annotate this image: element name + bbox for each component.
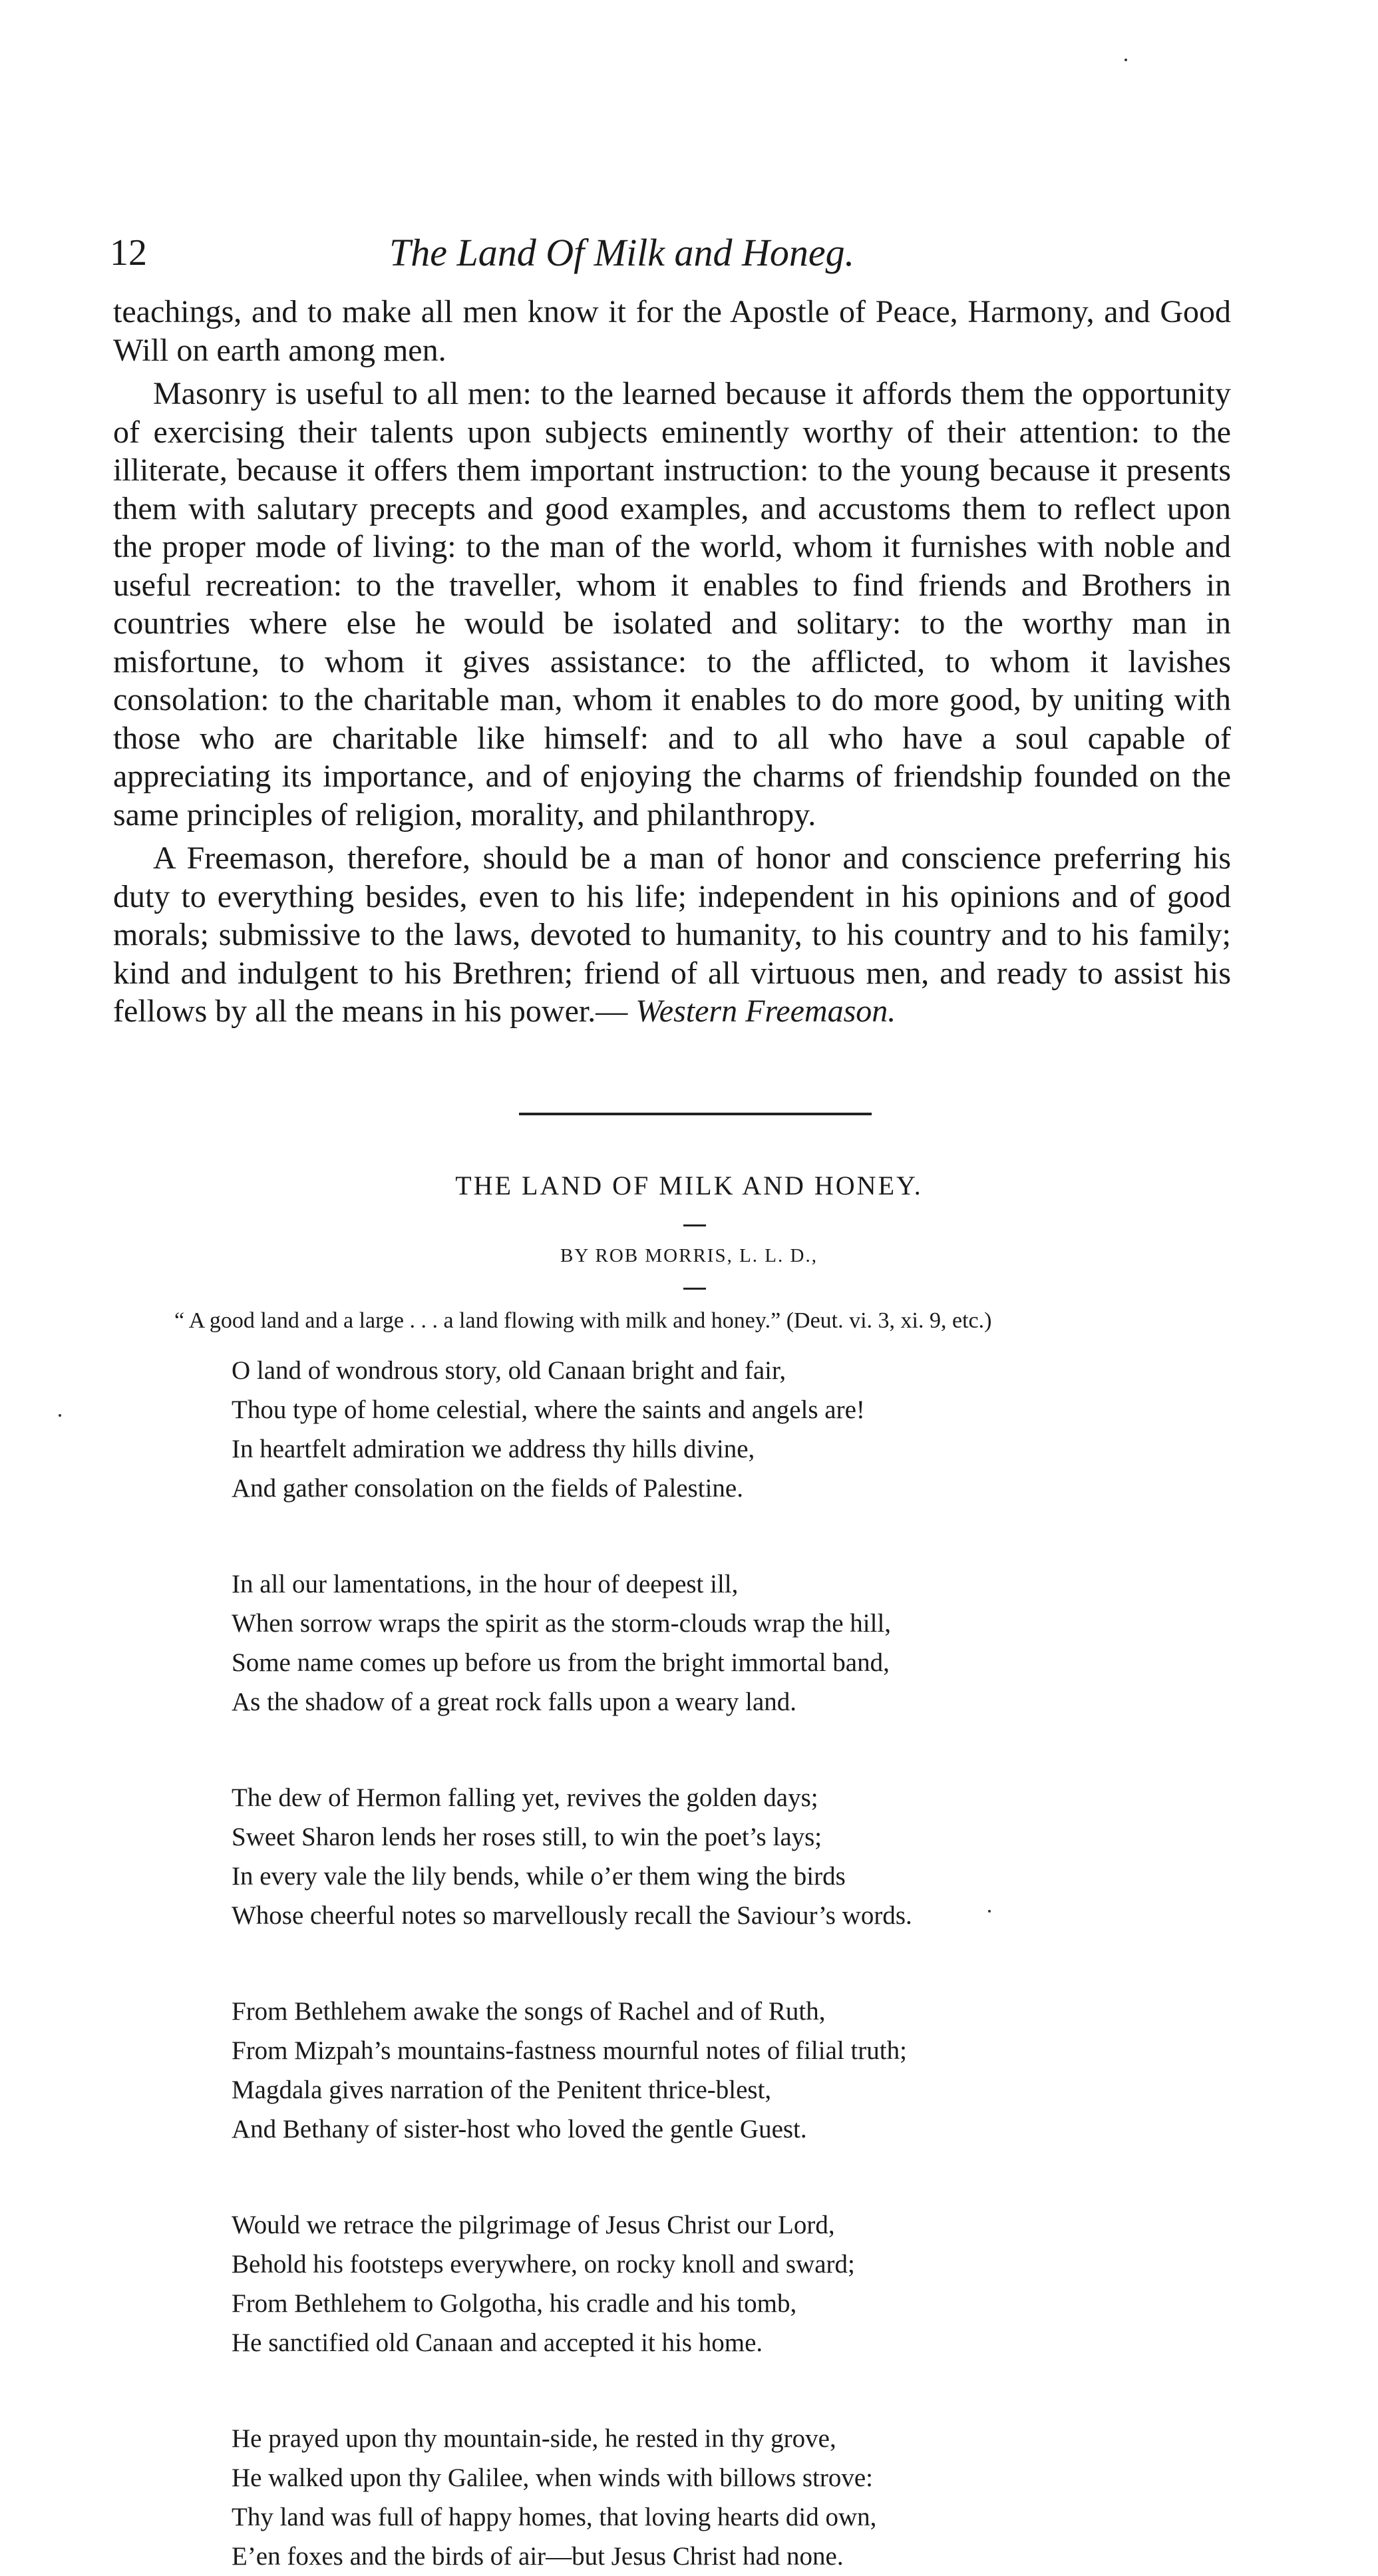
poem-line: He sanctified old Canaan and accepted it his home. <box>232 2328 763 2357</box>
poem-line: He prayed upon thy mountain-side, he rested in thy grove, <box>232 2424 836 2453</box>
poem-line: And gather consolation on the fields of Palestine. <box>232 1474 743 1503</box>
poem-epigraph: “ A good land and a large . . . a land flowing with milk and honey.” (Deut. vi. 3, xi. 9, etc.) <box>174 1308 992 1333</box>
stanza <box>232 1351 1230 1508</box>
stanza-gap <box>232 2362 1230 2419</box>
poem-line: As the shadow of a great rock falls upon a weary land. <box>232 1688 797 1716</box>
stanza <box>232 2419 1230 2576</box>
poem-line: In every vale the lily bends, while o’er them wing the birds <box>232 1862 846 1891</box>
poem-line: The dew of Hermon falling yet, revives the golden days; <box>232 1783 818 1812</box>
poem-line: Would we retrace the pilgrimage of Jesus Christ our Lord, <box>232 2211 835 2239</box>
source-attribution: Western Freemason. <box>635 994 896 1029</box>
poem-line: E’en foxes and the birds of air—but Jesus Christ had none. <box>232 2542 844 2571</box>
poem-line: Thou type of home celestial, where the saints and angels are! <box>232 1395 865 1424</box>
paper-speck <box>59 1414 61 1417</box>
title-rule <box>683 1224 706 1226</box>
stanza <box>232 1778 1230 1935</box>
poem-line: Some name comes up before us from the bright immortal band, <box>232 1648 890 1677</box>
section-divider <box>519 1113 872 1115</box>
stanza <box>232 1992 1230 2149</box>
stanza <box>232 1564 1230 1722</box>
paragraph-continuation: teachings, and to make all men know it for the Apostle of Peace, Harmony, and Good Will on earth among men. <box>113 294 1231 368</box>
poem-title: THE LAND OF MILK AND HONEY. <box>455 1171 923 1200</box>
poem-line: And Bethany of sister-host who loved the gentle Guest. <box>232 2115 807 2143</box>
poem-line: From Bethlehem awake the songs of Rachel and of Ruth, <box>232 1997 826 2026</box>
paper-speck <box>988 1910 991 1913</box>
paragraph-masonry-useful: Masonry is useful to all men: to the learned because it affords them the opportunity of exercising their talents upon subjects eminently worthy of their attention: to the illiterate, because it offers them important instruction: to the young because it presents them with salutary precepts and good examples, and accustoms them to reflect upon the proper mode of living: to the man of the world, whom it furnishes with noble and useful recreation: to the traveller, whom it enables to find friends and Brothers in countries where else he would be isolated and solitary: to the worthy man in misfortune, to whom it gives assistance: to the afflicted, to whom it lavishes consolation: to the charitable man, whom it enables to do more good, by uniting with those who are charitable like himself: and to all who have a soul capable of appreciating its importance, and of enjoying the charms of friendship founded on the same principles of religion, morality, and philanthropy. <box>113 376 1231 832</box>
stanza-gap <box>232 1508 1230 1564</box>
poem-line: From Mizpah’s mountains-fastness mournful notes of filial truth; <box>232 2036 907 2065</box>
stanza-gap <box>232 1935 1230 1992</box>
paper-speck <box>1124 59 1127 61</box>
stanza-gap <box>232 2149 1230 2205</box>
poem-line: Sweet Sharon lends her roses still, to win the poet’s lays; <box>232 1823 822 1851</box>
running-title: The Land Of Milk and Honeg. <box>389 231 855 274</box>
poem-line: O land of wondrous story, old Canaan bright and fair, <box>232 1356 786 1385</box>
poem-line: Whose cheerful notes so marvellously recall the Saviour’s words. <box>232 1901 912 1930</box>
prose-section <box>113 293 1231 1031</box>
poem-line: In all our lamentations, in the hour of deepest ill, <box>232 1570 739 1598</box>
poem-line: Thy land was full of happy homes, that loving hearts did own, <box>232 2503 877 2531</box>
poem-line: He walked upon thy Galilee, when winds with billows strove: <box>232 2464 874 2492</box>
poem-line: Behold his footsteps everywhere, on rocky knoll and sward; <box>232 2250 855 2279</box>
poem-line: In heartfelt admiration we address thy hills divine, <box>232 1435 755 1463</box>
poem-line: From Bethlehem to Golgotha, his cradle and his tomb, <box>232 2289 797 2318</box>
page-header <box>110 226 1241 279</box>
paragraph-freemason-duty <box>113 839 1231 1031</box>
page-number: 12 <box>110 232 147 274</box>
poem-byline: BY ROB MORRIS, L. L. D., <box>560 1245 818 1266</box>
poem-line: When sorrow wraps the spirit as the storm-clouds wrap the hill, <box>232 1609 892 1638</box>
stanza <box>232 2205 1230 2362</box>
paragraph-freemason-text: A Freemason, therefore, should be a man of honor and conscience preferring his duty to everything besides, even to his life; independent in his opinions and of good morals; submissive to the laws, devoted to humanity, to his country and to his family; kind and indulgent to his Brethren; friend of all virtuous men, and ready to assist his fellows by all the means in his power.— <box>113 840 1231 1029</box>
poem-body <box>232 1351 1230 2576</box>
poem-line: Magdala gives narration of the Penitent thrice-blest, <box>232 2076 772 2104</box>
stanza-gap <box>232 1722 1230 1778</box>
byline-rule <box>683 1288 706 1290</box>
